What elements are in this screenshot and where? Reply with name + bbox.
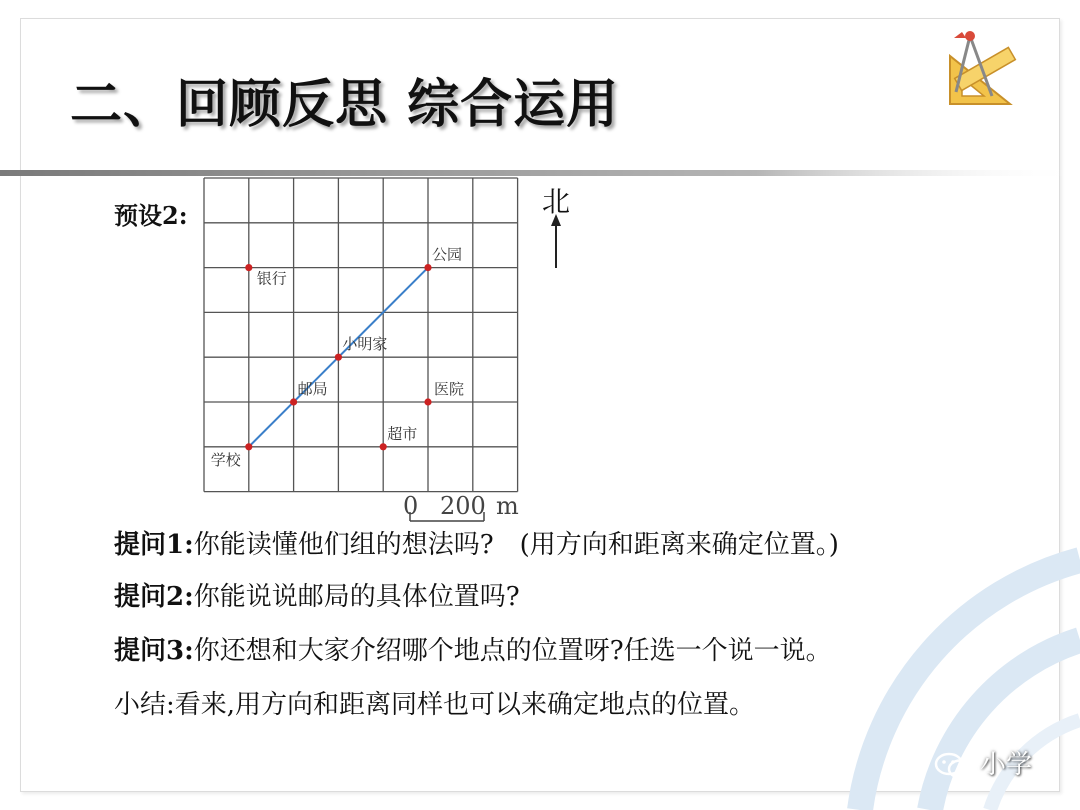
question-1-text: 你能读懂他们组的想法吗? [193, 530, 494, 560]
scale-unit: m [496, 492, 519, 520]
watermark [934, 744, 1032, 781]
north-arrow [551, 214, 561, 268]
summary-text: 看来,用方向和距离同样也可以来确定地点的位置。 [174, 690, 756, 720]
north-label: 北 [542, 185, 571, 218]
place-point-park [424, 264, 431, 271]
question-3-text: 你还想和大家介绍哪个地点的位置呀?任选一个说一说。 [193, 636, 832, 666]
place-label-hospital: 医院 [434, 380, 465, 398]
question-2-text: 你能说说邮局的具体位置吗? [193, 582, 520, 612]
place-label-park: 公园 [432, 245, 463, 264]
question-3-label: 提问3: [114, 636, 194, 666]
place-point-market [380, 443, 387, 450]
place-label-market: 超市 [387, 424, 418, 443]
place-label-school: 学校 [210, 450, 241, 469]
place-point-post [290, 398, 297, 405]
place-label-home: 小明家 [342, 335, 388, 354]
question-1 [114, 524, 839, 561]
question-3 [114, 630, 832, 667]
summary-label: 小结: [114, 690, 175, 720]
scale-bar [403, 492, 519, 521]
place-point-school [245, 443, 252, 450]
wechat-icon [934, 752, 974, 780]
place-point-bank [245, 264, 252, 271]
slide-title: 二、回顾反思 综合运用 [70, 75, 620, 135]
preset-label: 预设2: [114, 201, 188, 230]
place-label-bank: 银行 [256, 269, 287, 288]
question-2 [114, 576, 520, 613]
place-point-home [335, 354, 342, 361]
scale-zero: 0 [403, 492, 419, 520]
place-point-hospital [424, 398, 431, 405]
question-1-label: 提问1: [114, 530, 194, 560]
question-1-note: (用方向和距离来确定位置。) [519, 530, 839, 560]
summary [114, 684, 755, 721]
watermark-text: 小学 [980, 750, 1033, 780]
place-label-post: 邮局 [297, 380, 328, 398]
scale-value: 200 [440, 492, 486, 520]
question-2-label: 提问2: [114, 582, 194, 612]
